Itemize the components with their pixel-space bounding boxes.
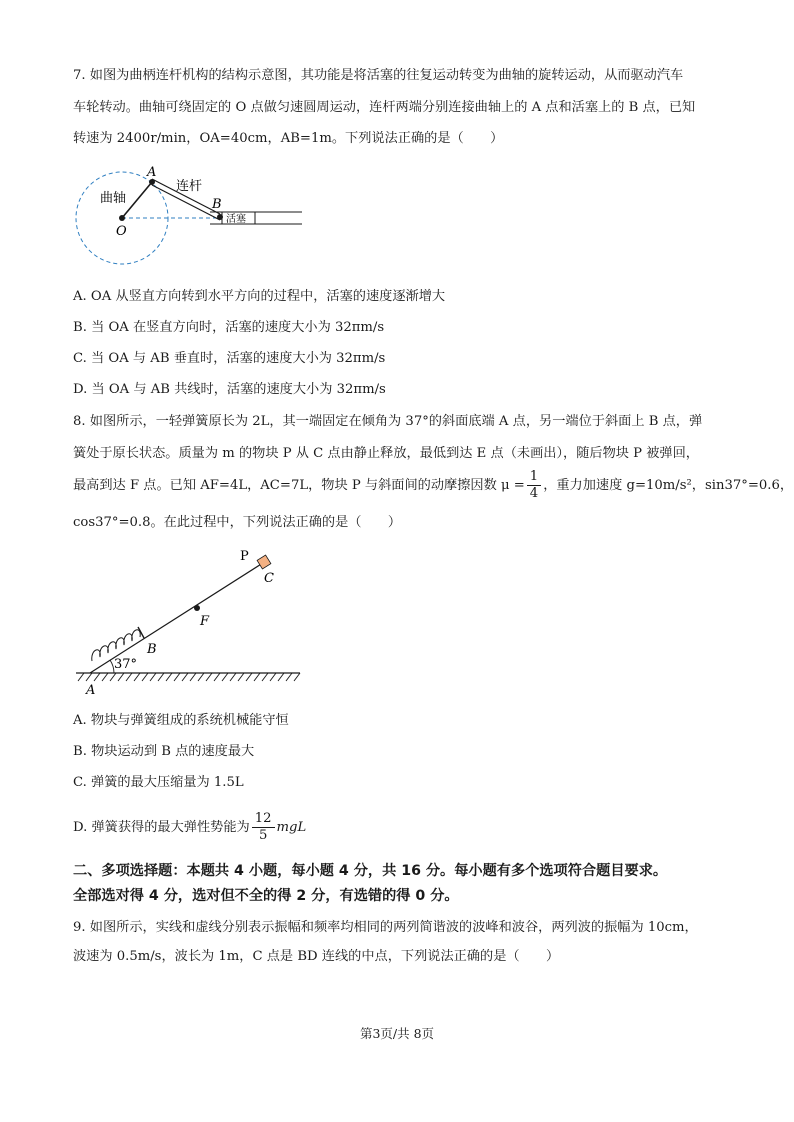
label-p: P xyxy=(240,549,249,564)
label-piston: 活塞 xyxy=(226,214,246,225)
label-o: O xyxy=(116,224,127,239)
q8-option-d-unit: mgL xyxy=(276,820,307,835)
q8-stem-line-4: cos37°=0.8。在此过程中，下列说法正确的是（ ） xyxy=(73,515,402,530)
q7-crank-figure xyxy=(70,160,310,275)
spring-end-plate xyxy=(138,627,144,638)
point-b xyxy=(217,214,223,220)
q9-stem-line-2: 波速为 0.5m/s，波长为 1m，C 点是 BD 连线的中点，下列说法正确的是（ ） xyxy=(73,949,560,964)
q8-line3-text-a: 最高到达 F 点。已知 AF=4L，AC=7L，物块 P 与斜面间的动摩擦因数 μ = xyxy=(73,478,525,493)
q8-option-b[interactable]: B. 物块运动到 B 点的速度最大 xyxy=(73,744,255,759)
section-2-heading-line-1: 二、多项选择题：本题共 4 小题，每小题 4 分，共 16 分。每小题有多个选项符合题目要求。 xyxy=(73,863,668,879)
friction-fraction xyxy=(527,469,541,502)
q7-stem-line-2: 车轮转动。曲轴可绕固定的 O 点做匀速圆周运动，连杆两端分别连接曲轴上的 A 点和活塞上的 B 点，已知 xyxy=(73,100,696,115)
q8-option-a[interactable]: A. 物块与弹簧组成的系统机械能守恒 xyxy=(73,713,289,728)
fraction-denominator: 5 xyxy=(258,828,268,843)
ground-hatch xyxy=(78,673,300,681)
label-rod: 连杆 xyxy=(176,179,203,194)
q8-stem-line-3 xyxy=(73,468,794,504)
q7-option-b[interactable]: B. 当 OA 在竖直方向时，活塞的速度大小为 32πm/s xyxy=(73,320,385,335)
q7-option-a[interactable]: A. OA 从竖直方向转到水平方向的过程中，活塞的速度逐渐增大 xyxy=(73,289,446,304)
energy-fraction xyxy=(252,811,275,844)
fraction-numerator: 12 xyxy=(252,811,275,828)
q7-stem-line-1: 7. 如图为曲柄连杆机构的结构示意图，其功能是将活塞的往复运动转变为曲轴的旋转运动，从而驱动汽车 xyxy=(73,68,684,83)
q9-stem-line-1: 9. 如图所示，实线和虚线分别表示振幅和频率均相同的两列简谐波的波峰和波谷，两列波的振幅为 10cm， xyxy=(73,920,698,935)
q8-stem-line-2: 簧处于原长状态。质量为 m 的物块 P 从 C 点由静止释放，最低到达 E 点（未画出），随后物块 P 被弹回， xyxy=(73,446,699,461)
q7-option-d[interactable]: D. 当 OA 与 AB 共线时，活塞的速度大小为 32πm/s xyxy=(73,382,386,397)
q7-stem-line-3: 转速为 2400r/min，OA=40cm，AB=1m。下列说法正确的是（ ） xyxy=(73,131,504,146)
fraction-denominator: 4 xyxy=(529,486,539,501)
fraction-numerator: 1 xyxy=(527,469,541,486)
label-f: F xyxy=(200,614,210,629)
page-footer: 第3页/共 8页 xyxy=(359,1026,435,1041)
label-a: A xyxy=(86,683,96,698)
q7-option-c[interactable]: C. 当 OA 与 AB 垂直时，活塞的速度大小为 32πm/s xyxy=(73,351,386,366)
label-crank: 曲轴 xyxy=(100,191,127,206)
q8-stem-line-1: 8. 如图所示，一轻弹簧原长为 2L，其一端固定在倾角为 37°的斜面底端 A 点，另一端位于斜面上 B 点，弹 xyxy=(73,414,703,429)
section-2-heading-line-2: 全部选对得 4 分，选对但不全的得 2 分，有选错的得 0 分。 xyxy=(73,888,459,904)
label-b: B xyxy=(212,197,222,212)
label-c: C xyxy=(264,571,274,586)
label-a: A xyxy=(147,165,157,180)
point-f xyxy=(194,605,200,611)
point-o xyxy=(119,215,125,221)
label-b: B xyxy=(147,642,157,657)
q8-line3-text-b: ，重力加速度 g=10m/s²，sin37°=0.6， xyxy=(543,478,794,493)
q8-option-d-text: D. 弹簧获得的最大弹性势能为 xyxy=(73,820,250,835)
block-p xyxy=(257,555,271,569)
q8-incline-figure xyxy=(70,545,310,700)
q8-option-d[interactable] xyxy=(73,810,306,846)
crank-arm-oa xyxy=(122,182,152,218)
label-angle: 37° xyxy=(114,657,138,672)
q8-option-c[interactable]: C. 弹簧的最大压缩量为 1.5L xyxy=(73,775,244,790)
